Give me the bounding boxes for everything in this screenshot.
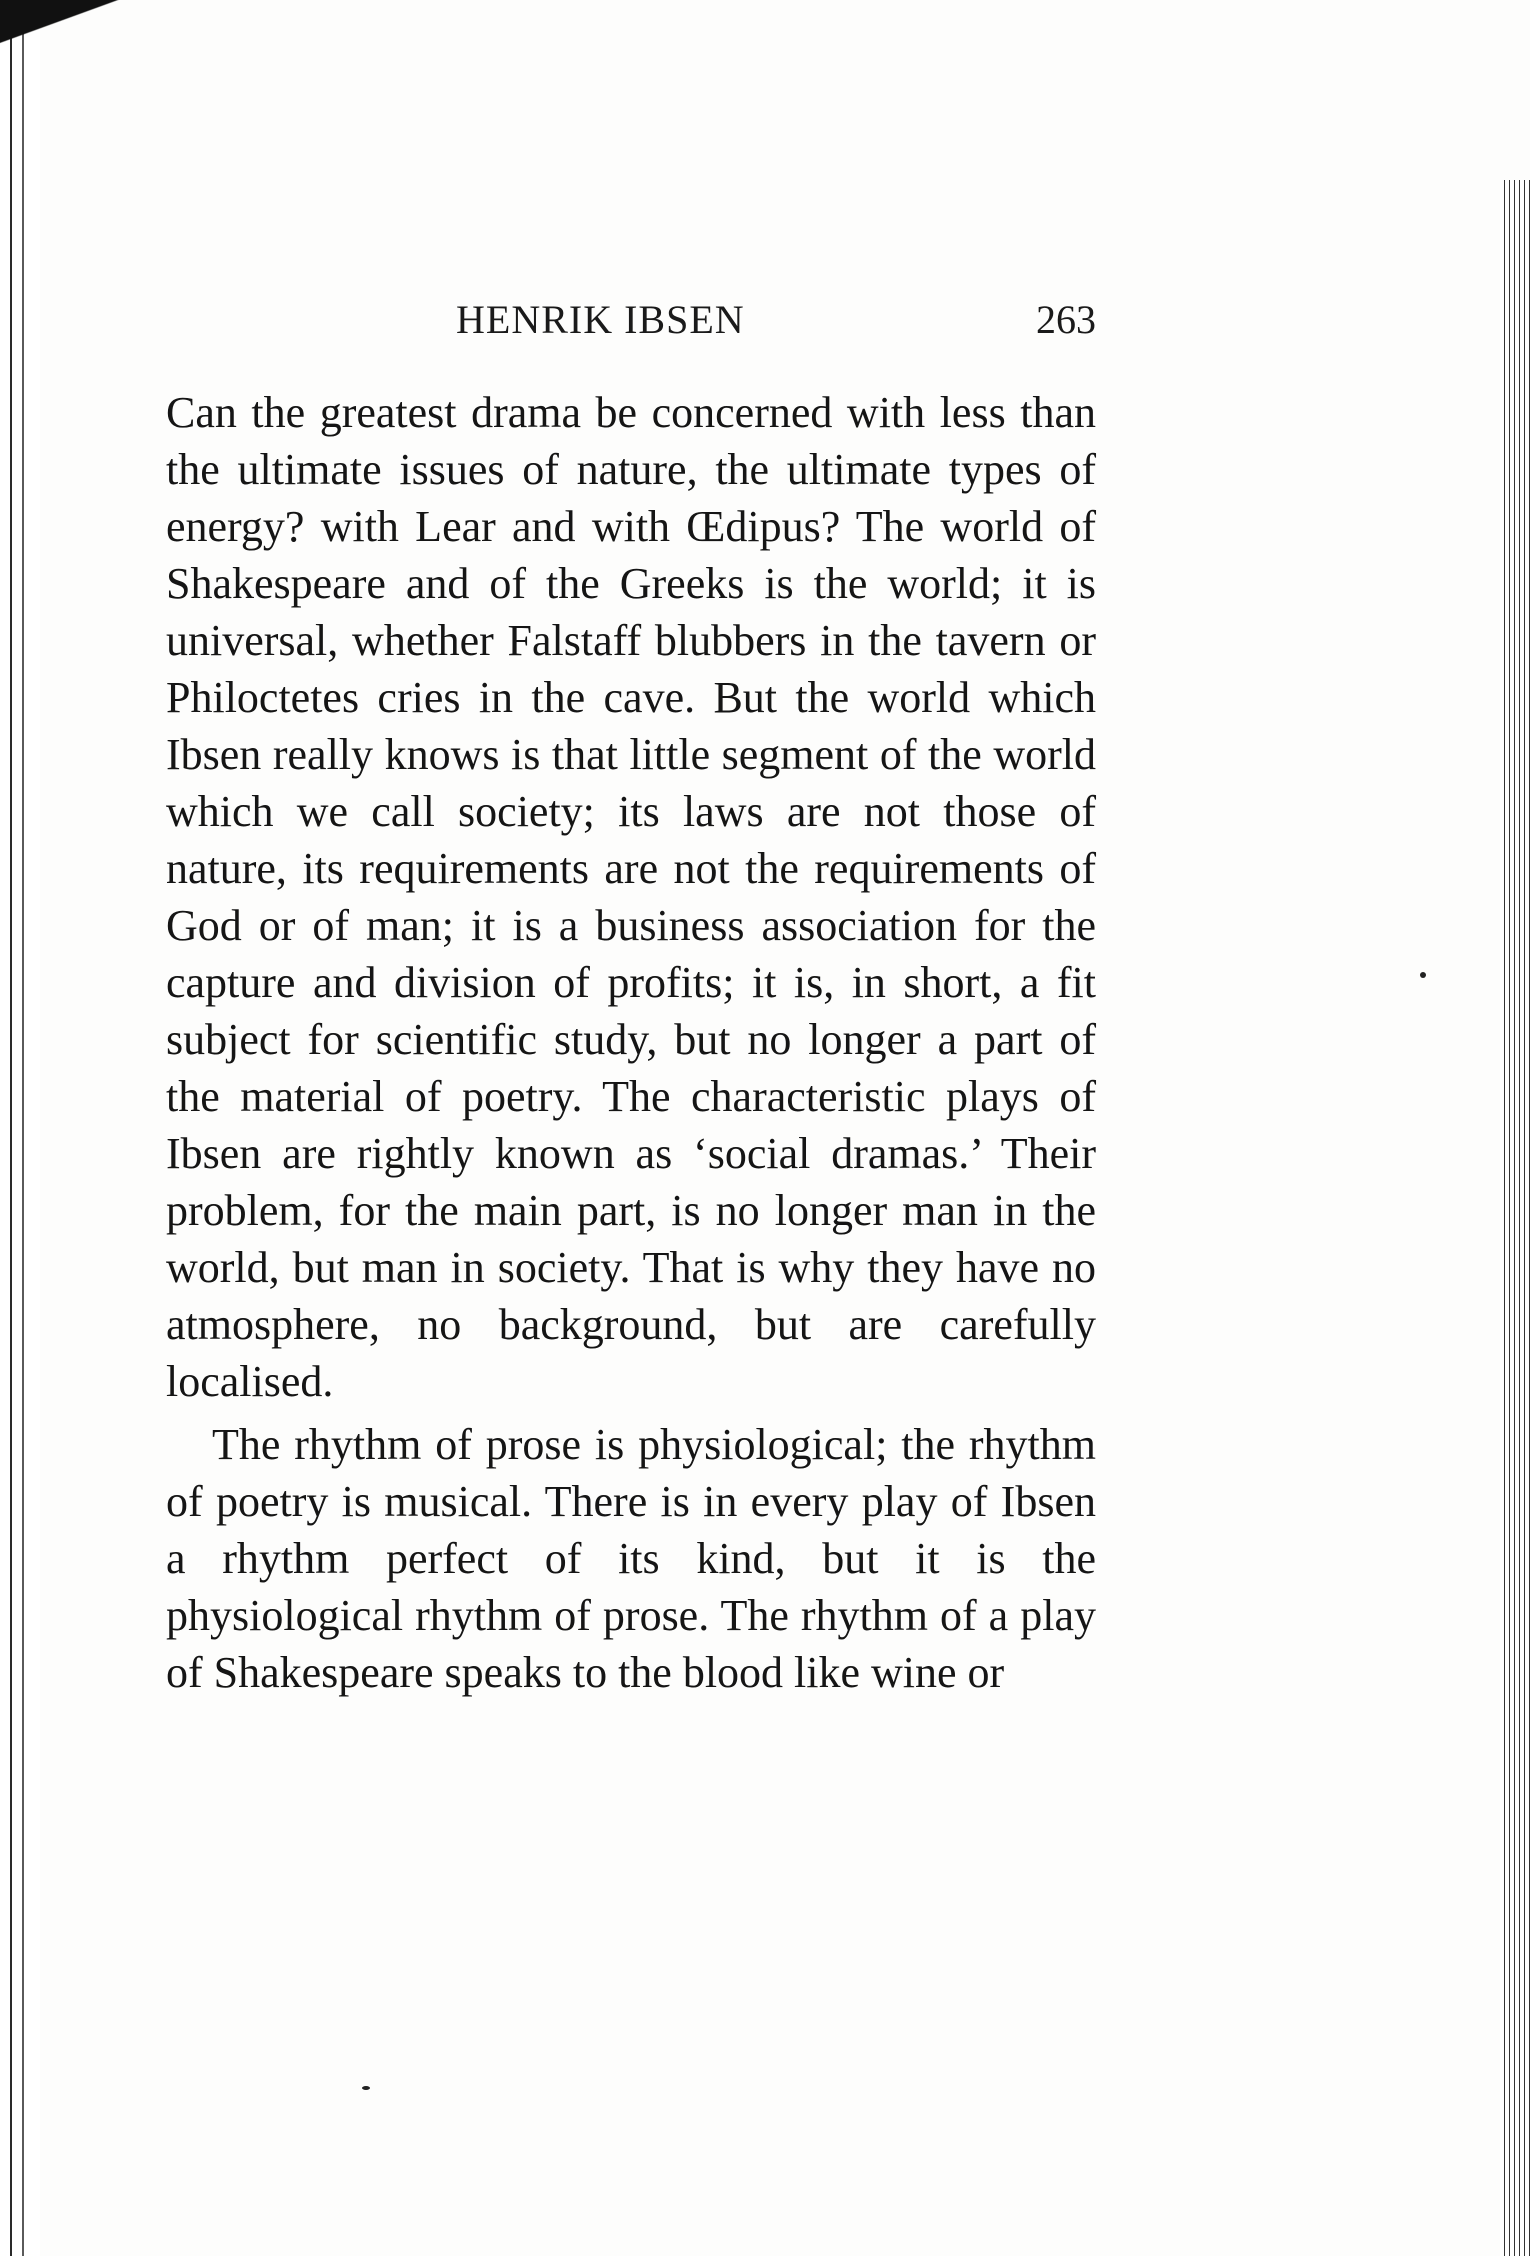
ink-speck [1420,972,1426,978]
paragraph-1: Can the greatest drama be concerned with less than the ultimate issues of nature, the ultimate types of energy? with Lear and with Œdipus? The world of Shakespeare and of the Greeks is the world; it is universal, whether Falstaff blubbers in the tavern or Philoctetes cries in the cave. But the world which Ibsen really knows is that little segment of the world which we call society; its laws are not those of nature, its requirements are not the requirements of God or of man; it is a business association for the capture and division of profits; it is, in short, a fit subject for scientific study, but no longer a part of the material of poetry. The characteristic plays of Ibsen are rightly known as ‘social dramas.’ Their problem, for the main part, is no longer man in the world, but man in society. That is why they have no atmosphere, no background, but are carefully localised. [166,388,1096,1406]
body-text [166,384,1096,1701]
running-head-title: HENRIK IBSEN [456,297,745,342]
ink-speck [362,2086,370,2090]
left-binding-edge [0,0,40,2256]
paragraph-2: The rhythm of prose is physiological; the rhythm of poetry is musical. There is in every play of Ibsen a rhythm perfect of its kind, but it is the physiological rhythm of prose. The rhythm of a play of Shakespeare speaks to the blood like wine or [166,1420,1096,1697]
running-head [166,296,1096,356]
page-number: 263 [1036,297,1096,342]
right-page-edge [1500,180,1530,2256]
scan-corner-shadow [0,0,140,70]
